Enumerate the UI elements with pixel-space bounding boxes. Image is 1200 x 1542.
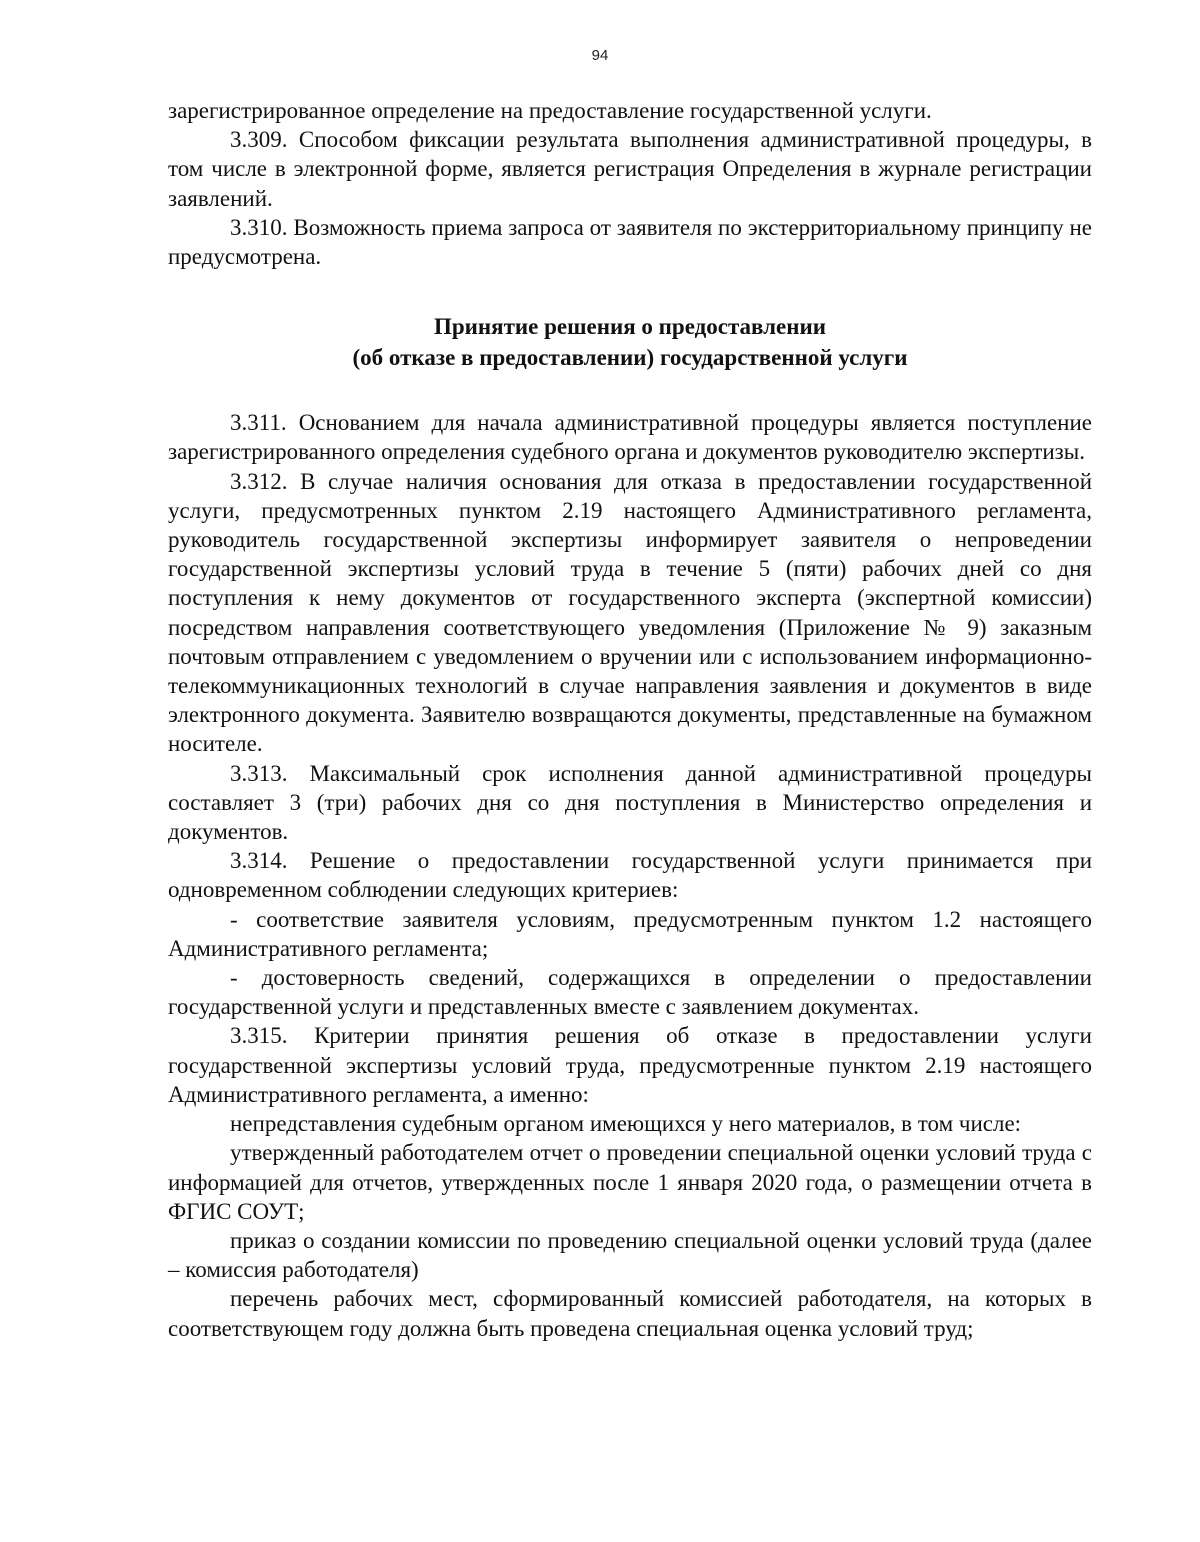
page-number: 94: [591, 47, 609, 64]
criterion-item-1: - соответствие заявителя условиям, предусмотренным пунктом 1.2 настоящего Административного регламента;: [168, 906, 1092, 961]
paragraph-3-309: 3.309. Способом фиксации результата выполнения административной процедуры, в том числе в электронной форме, является регистрация Определения в журнале регистрации заявлений.: [168, 127, 1092, 211]
paragraph-3-311: 3.311. Основанием для начала административной процедуры является поступление зарегистрированного определения судебного органа и документов руководителю экспертизы.: [168, 410, 1092, 465]
paragraph-continuation: зарегистрированное определение на предоставление государственной услуги.: [168, 98, 932, 123]
section-heading-line-2: (об отказе в предоставлении) государственной услуги: [352, 345, 908, 371]
refusal-criterion-report: утвержденный работодателем отчет о проведении специальной оценки условий труда с информацией для отчетов, утвержденных после 1 января 2020 года, о размещении отчета в ФГИС СОУТ;: [168, 1140, 1092, 1224]
section-heading: [168, 311, 1092, 373]
paragraph-3-312: 3.312. В случае наличия основания для отказа в предоставлении государственной услуги, предусмотренных пунктом 2.19 настоящего Административного регламента, руководитель государственной экспертизы информирует заявителя о непроведении государственной экспертизы условий труда в течение 5 (пяти) рабочих дней со дня поступления к нему документов от государственного эксперта (экспертной комиссии) посредством направления соответствующего уведомления (Приложение № 9) заказным почтовым отправлением с уведомлением о вручении или с использованием информационно-телекоммуникационных технологий в случае направления заявления и документов в виде электронного документа. Заявителю возвращаются документы, представленные на бумажном носителе.: [168, 468, 1092, 757]
refusal-criterion-workplaces: перечень рабочих мест, сформированный комиссией работодателя, на которых в соответствующем году должна быть проведена специальная оценка условий труд;: [168, 1286, 1092, 1341]
refusal-criterion-order: приказ о создании комиссии по проведению специальной оценки условий труда (далее – комиссия работодателя): [168, 1227, 1092, 1283]
paragraph-3-314: 3.314. Решение о предоставлении государственной услуги принимается при одновременном соблюдении следующих критериев:: [168, 848, 1092, 903]
paragraph-3-315: 3.315. Критерии принятия решения об отказе в предоставлении услуги государственной экспертизы условий труда, предусмотренные пунктом 2.19 настоящего Административного регламента, а именно:: [168, 1023, 1092, 1107]
section-heading-line-1: Принятие решения о предоставлении: [433, 314, 827, 340]
refusal-criterion-intro: непредставления судебным органом имеющихся у него материалов, в том числе:: [230, 1111, 1022, 1137]
paragraph-3-313: 3.313. Максимальный срок исполнения данной административной процедуры составляет 3 (три) рабочих дня со дня поступления в Министерство определения и документов.: [168, 760, 1092, 845]
document-body: [168, 96, 1092, 1343]
paragraph-3-310: 3.310. Возможность приема запроса от заявителя по экстерриториальному принципу не предусмотрена.: [168, 214, 1092, 270]
criterion-item-2: - достоверность сведений, содержащихся в определении о предоставлении государственной услуги и представленных вместе с заявлением документах.: [168, 965, 1092, 1020]
